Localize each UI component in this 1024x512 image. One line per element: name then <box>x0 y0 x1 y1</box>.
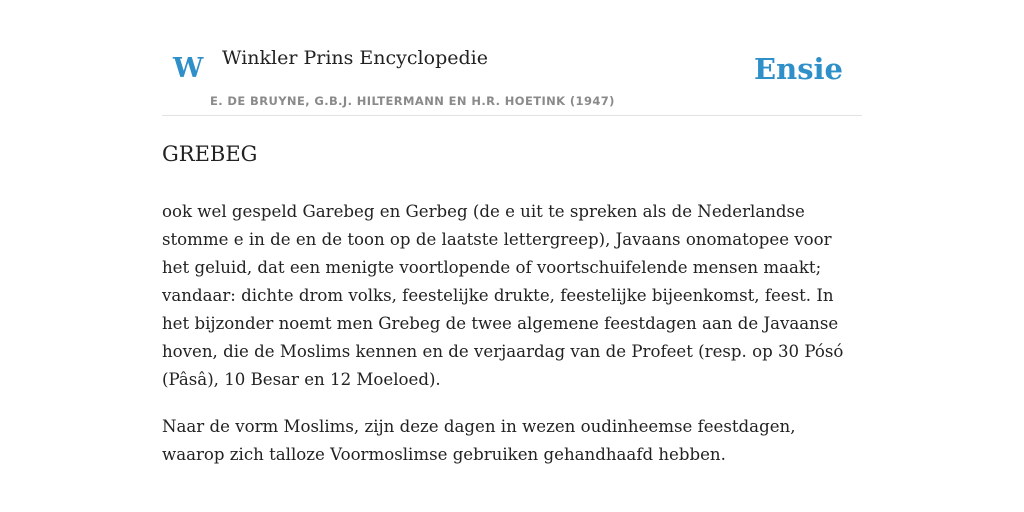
article-title: GREBEG <box>162 142 258 166</box>
page-header <box>162 0 862 116</box>
encyclopedia-title[interactable]: Winkler Prins Encyclopedie <box>222 47 488 69</box>
encyclopedia-logo[interactable]: W <box>173 53 204 84</box>
brand-logo[interactable]: Ensie <box>754 52 843 86</box>
article <box>162 136 862 488</box>
article-paragraph-1: ook wel gespeld Garebeg en Gerbeg (de e uit te spreken als de Nederlandse stomme e in de en de toon op de laatste lettergreep), Javaans onomatopee voor het geluid, dat een menigte voortlopende of voortschuifelende mensen maakt; vandaar: dichte drom volks, feestelijke drukte, feestelijke bijeenkomst, feest. In het bijzonder noemt men Grebeg de twee algemene feestdagen aan de Javaanse hoven, die de Moslims kennen en de verjaardag van de Profeet (resp. op 30 Pósó (Pâsâ), 10 Besar en 12 Moeloed). <box>162 202 844 389</box>
encyclopedia-authors: E. DE BRUYNE, G.B.J. HILTERMANN EN H.R. HOETINK (1947) <box>210 94 615 108</box>
article-paragraph-2: Naar de vorm Moslims, zijn deze dagen in wezen oudinheemse feestdagen, waarop zich talloze Voormoslimse gebruiken gehandhaafd hebben. <box>162 417 796 464</box>
